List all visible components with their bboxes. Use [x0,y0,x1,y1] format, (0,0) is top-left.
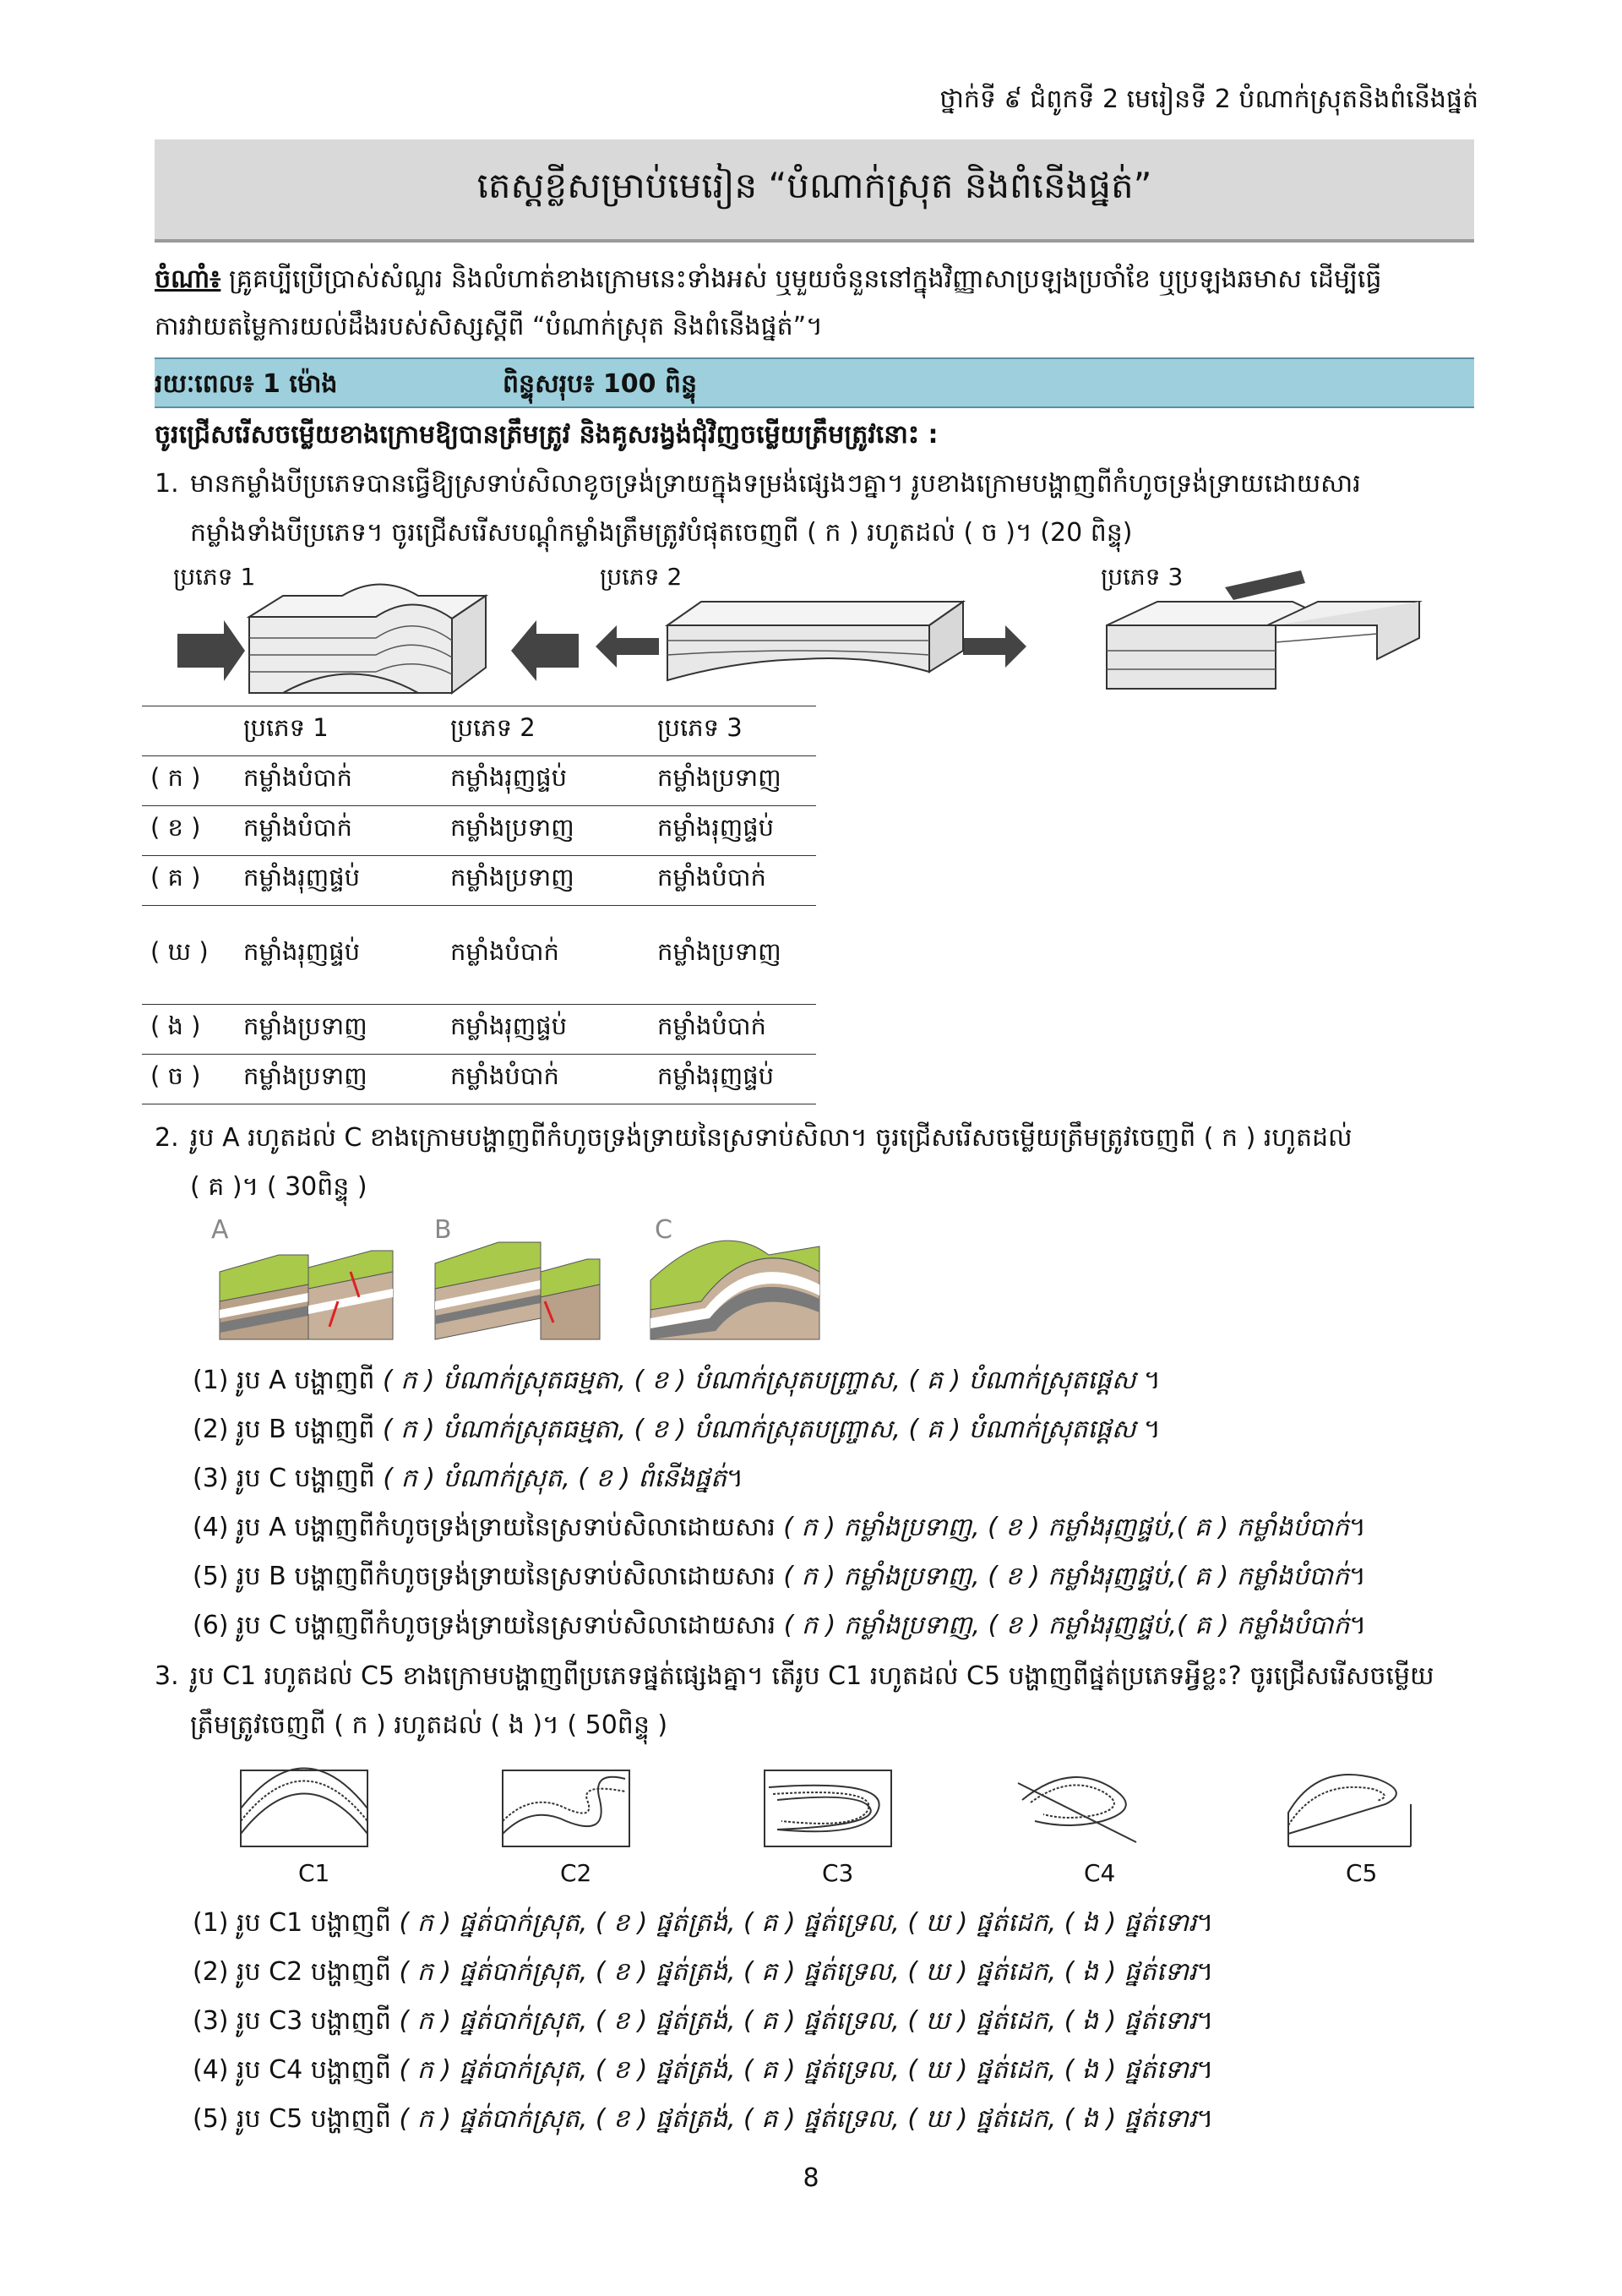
fold-label-c5: C5 [1346,1859,1378,1887]
item-options[interactable]: ( ក ) កម្លាំងប្រទាញ, ( ខ ) កម្លាំងរុញផ្ទប់,( គ ) កម្លាំងបំបាក់ [783,1513,1349,1542]
figure-a-normal-fault [220,1251,393,1339]
item-options[interactable]: ( ក ) បំណាក់ស្រុត, ( ខ ) ពំនើងផ្នត់ [383,1464,727,1493]
table-cell: កម្លាំងបំបាក់ [657,1012,766,1040]
q3-item-5 [193,2095,1213,2144]
duration: រយៈពេល៖ 1 ម៉ោង [155,369,338,399]
item-options[interactable]: ( ក ) ផ្នត់បាក់ស្រុត, ( ខ ) ផ្នត់ត្រង់, ( គ ) ផ្នត់ទ្រេល, ( ឃ ) ផ្នត់ដេក, ( ង ) ផ្នត់ទោរ [399,1908,1197,1938]
fold-label-c1: C1 [298,1859,330,1887]
item-end: ។ [1348,1513,1366,1542]
figure-c-fold [650,1241,819,1339]
note-label: ចំណាំ៖ [155,265,221,294]
table-cell: កម្លាំងបំបាក់ [243,763,352,792]
question-3-line-1: រូប C1 រហូតដល់ C5 ខាងក្រោមបង្ហាញពីប្រភេទផ្នត់ផ្សេងគ្នា។ តើរូប C1 រហូតដល់ C5 បង្ហាញពីផ្នត់ប្រភេទអ្វីខ្លះ? ចូរជ្រើសរើសចម្លើយ [190,1661,1434,1691]
item-end: ។ [1135,1415,1161,1444]
item-lead: (1) រូប A បង្ហាញពី [193,1366,383,1395]
fold-c5 [1288,1775,1411,1846]
tension-figure [591,566,1031,701]
teacher-note [155,256,1474,351]
info-bar [155,357,1474,408]
force-options-table [142,706,816,1104]
fold-label-c2: C2 [560,1859,592,1887]
table-header-cell: ប្រភេទ 3 [657,713,743,742]
table-cell: កម្លាំងបំបាក់ [450,1061,559,1090]
item-end: ។ [1349,1611,1367,1640]
question-3-line-2: ត្រឹមត្រូវចេញពី ( ក ) រហូតដល់ ( ង )។ ( 50ពិន្ទុ ) [190,1710,668,1740]
table-cell: កម្លាំងរុញផ្ទប់ [657,1061,775,1090]
table-cell: កម្លាំងរុញផ្ទប់ [243,937,361,966]
table-header-row [142,706,816,756]
item-end: ។ [727,1464,743,1493]
question-3 [155,1652,1474,1753]
item-lead: (4) រូប C4 បង្ហាញពី [193,2055,400,2085]
item-end: ។ [1196,2055,1214,2085]
q2-item-2 [193,1405,1161,1454]
table-cell: កម្លាំងរុញផ្ទប់ [450,1012,568,1040]
note-line-2: ការវាយតម្លៃការយល់ដឹងរបស់សិស្សស្ដីពី “បំណាក់ស្រុត និងពំនើងផ្នត់”។ [155,312,823,341]
item-lead: (6) រូប C បង្ហាញពីកំហូចទ្រង់ទ្រាយនៃស្រទាប់សិលាដោយសារ [193,1611,784,1640]
table-cell: កម្លាំងរុញផ្ទប់ [243,863,361,892]
fault-fold-figures [211,1221,862,1348]
item-options[interactable]: ( ក ) ផ្នត់បាក់ស្រុត, ( ខ ) ផ្នត់ត្រង់, ( គ ) ផ្នត់ទ្រេល, ( ឃ ) ផ្នត់ដេក, ( ង ) ផ្នត់ទោរ [399,2055,1197,2085]
item-end: ។ [1196,2006,1214,2036]
pull-arrow-left [596,625,659,668]
item-lead: (5) រូប B បង្ហាញពីកំហូចទ្រង់ទ្រាយនៃស្រទាប់សិលាដោយសារ [193,1562,784,1591]
figure-label-c: C [655,1215,672,1245]
instruction: ចូរជ្រើសរើសចម្លើយខាងក្រោមឱ្យបានត្រឹមត្រូវ និងគូសរង្វង់ជុំវិញចម្លើយត្រឹមត្រូវនោះ : [155,420,939,450]
item-end: ។ [1196,1908,1214,1938]
figure-label-b: B [434,1215,452,1245]
question-1-line-1: មានកម្លាំងបីប្រភេទបានធ្វើឱ្យស្រទាប់សិលាខូចទ្រង់ទ្រាយក្នុងទម្រង់ផ្សេងៗគ្នា។ រូបខាងក្រោមបង្ហាញពីកំហូចទ្រង់ទ្រាយដោយសារ [190,469,1361,499]
push-arrow-right [511,620,579,681]
table-cell: កម្លាំងបំបាក់ [657,863,766,892]
total-score: ពិន្ទុសរុប៖ 100 ពិន្ទុ [503,369,697,399]
item-lead: (2) រូប C2 បង្ហាញពី [193,1957,400,1987]
item-end: ។ [1196,2104,1214,2134]
fold-label-c4: C4 [1084,1859,1116,1887]
q2-item-6 [193,1601,1366,1650]
running-header: ថ្នាក់ទី ៩ ជំពូកទី 2 មេរៀនទី 2 បំណាក់ស្រុតនិងពំនើងផ្នត់ [939,85,1478,114]
fold-label-c3: C3 [822,1859,854,1887]
item-options[interactable]: ( ក ) បំណាក់ស្រុតធម្មតា, ( ខ ) បំណាក់ស្រុតបញ្ច្រាស, ( គ ) បំណាក់ស្រុតផ្ដេស [382,1366,1136,1395]
fold-type-figures [237,1753,1436,1855]
table-cell: កម្លាំងបំបាក់ [450,937,559,966]
item-end: ។ [1135,1366,1161,1395]
table-cell: កម្លាំងប្រទាញ [657,763,781,792]
table-cell: កម្លាំងរុញផ្ទប់ [657,813,775,842]
question-1 [155,460,1474,561]
item-options[interactable]: ( ក ) ផ្នត់បាក់ស្រុត, ( ខ ) ផ្នត់ត្រង់, ( គ ) ផ្នត់ទ្រេល, ( ឃ ) ផ្នត់ដេក, ( ង ) ផ្នត់ទោរ [399,2104,1197,2134]
q2-item-3 [193,1454,743,1503]
note-line-1: គ្រូគប្បីប្រើប្រាស់សំណួរ និងលំហាត់ខាងក្រោមនេះទាំងអស់ ឬមួយចំនួននៅក្នុងវិញ្ញាសាប្រឡងប្រចាំខែ ឬប្រឡងឆមាស ដើម្បីធ្វើ [220,265,1382,294]
question-2 [155,1114,1474,1215]
table-cell: កម្លាំងប្រទាញ [657,937,781,966]
question-2-line-1: រូប A រហូតដល់ C ខាងក្រោមបង្ហាញពីកំហូចទ្រង់ទ្រាយនៃស្រទាប់សិលា។ ចូរជ្រើសរើសចម្លើយត្រឹមត្រូវចេញពី ( ក ) រហូតដល់ [190,1123,1353,1153]
figure-label-a: A [211,1215,229,1245]
option-letter[interactable]: ( ខ ) [150,813,201,842]
q3-item-4 [193,2046,1213,2095]
q3-item-2 [193,1948,1213,1997]
table-cell: កម្លាំងបំបាក់ [243,813,352,842]
title-box [155,139,1474,243]
table-header-cell: ប្រភេទ 2 [450,713,536,742]
table-cell: កម្លាំងប្រទាញ [243,1061,367,1090]
table-row [142,806,816,856]
table-cell: កម្លាំងប្រទាញ [243,1012,367,1040]
item-lead: (1) រូប C1 បង្ហាញពី [193,1908,400,1938]
option-letter[interactable]: ( គ ) [150,863,201,892]
question-number: 1. [155,469,179,499]
item-lead: (4) រូប A បង្ហាញពីកំហូចទ្រង់ទ្រាយនៃស្រទាប់សិលាដោយសារ [193,1513,784,1542]
fold-c1 [241,1769,367,1847]
table-row [142,906,816,1005]
figure-label-type-1: ប្រភេទ 1 [173,563,256,591]
fold-c2 [503,1770,629,1846]
option-letter[interactable]: ( ច ) [150,1061,201,1090]
question-2-line-2: ( គ )។ ( 30ពិន្ទុ ) [190,1172,367,1202]
option-letter[interactable]: ( ង ) [150,1012,201,1040]
item-options[interactable]: ( ក ) ផ្នត់បាក់ស្រុត, ( ខ ) ផ្នត់ត្រង់, ( គ ) ផ្នត់ទ្រេល, ( ឃ ) ផ្នត់ដេក, ( ង ) ផ្នត់ទោរ [399,2006,1197,2036]
shear-figure [1098,566,1436,701]
table-row [142,1055,816,1104]
fold-c4 [1018,1777,1136,1842]
item-lead: (2) រូប B បង្ហាញពី [193,1415,383,1444]
table-header-cell: ប្រភេទ 1 [243,713,329,742]
option-letter[interactable]: ( ឃ ) [150,937,209,966]
item-lead: (5) រូប C5 បង្ហាញពី [193,2104,400,2134]
q2-item-5 [193,1552,1366,1601]
item-end: ។ [1349,1562,1366,1591]
question-1-line-2: កម្លាំងទាំងបីប្រភេទ។ ចូរជ្រើសរើសបណ្ដុំកម្លាំងត្រឹមត្រូវបំផុតចេញពី ( ក ) រហូតដល់ ( ច )។ (20 ពិន្ទុ) [190,518,1133,548]
table-row [142,856,816,906]
item-options[interactable]: ( ក ) ផ្នត់បាក់ស្រុត, ( ខ ) ផ្នត់ត្រង់, ( គ ) ផ្នត់ទ្រេល, ( ឃ ) ផ្នត់ដេក, ( ង ) ផ្នត់ទោរ [399,1957,1197,1987]
q3-item-1 [193,1899,1213,1948]
table-header-cell [142,706,235,756]
shear-arrow [1225,570,1305,600]
question-number: 3. [155,1661,179,1691]
page-number: 8 [803,2163,819,2193]
item-end: ។ [1196,1957,1214,1987]
question-number: 2. [155,1123,179,1153]
page-title: តេស្តខ្លីសម្រាប់មេរៀន “បំណាក់ស្រុត និងពំនើងផ្នត់” [476,165,1152,206]
item-options[interactable]: ( ក ) កម្លាំងប្រទាញ, ( ខ ) កម្លាំងរុញផ្ទប់,( គ ) កម្លាំងបំបាក់ [783,1562,1349,1591]
item-options[interactable]: ( ក ) បំណាក់ស្រុតធម្មតា, ( ខ ) បំណាក់ស្រុតបញ្ច្រាស, ( គ ) បំណាក់ស្រុតផ្ដេស [383,1415,1136,1444]
figure-label-type-2: ប្រភេទ 2 [600,563,683,591]
figure-b-reverse-fault [435,1242,600,1339]
item-lead: (3) រូប C3 បង្ហាញពី [193,2006,400,2036]
figure-label-type-3: ប្រភេទ 3 [1101,563,1184,591]
q2-item-4 [193,1503,1366,1552]
table-row [142,756,816,806]
table-row [142,1005,816,1055]
option-letter[interactable]: ( ក ) [150,763,201,792]
table-cell: កម្លាំងប្រទាញ [450,863,574,892]
q3-item-3 [193,1997,1213,2046]
push-arrow-left [177,620,245,681]
item-lead: (3) រូប C បង្ហាញពី [193,1464,384,1493]
fold-c3 [765,1770,891,1846]
table-cell: កម្លាំងរុញផ្ទប់ [450,763,568,792]
q2-item-1 [193,1356,1161,1405]
item-options[interactable]: ( ក ) កម្លាំងប្រទាញ, ( ខ ) កម្លាំងរុញផ្ទប់,( គ ) កម្លាំងបំបាក់ [783,1611,1350,1640]
pull-arrow-right [963,625,1026,668]
table-cell: កម្លាំងប្រទាញ [450,813,574,842]
compression-figure [173,566,646,701]
